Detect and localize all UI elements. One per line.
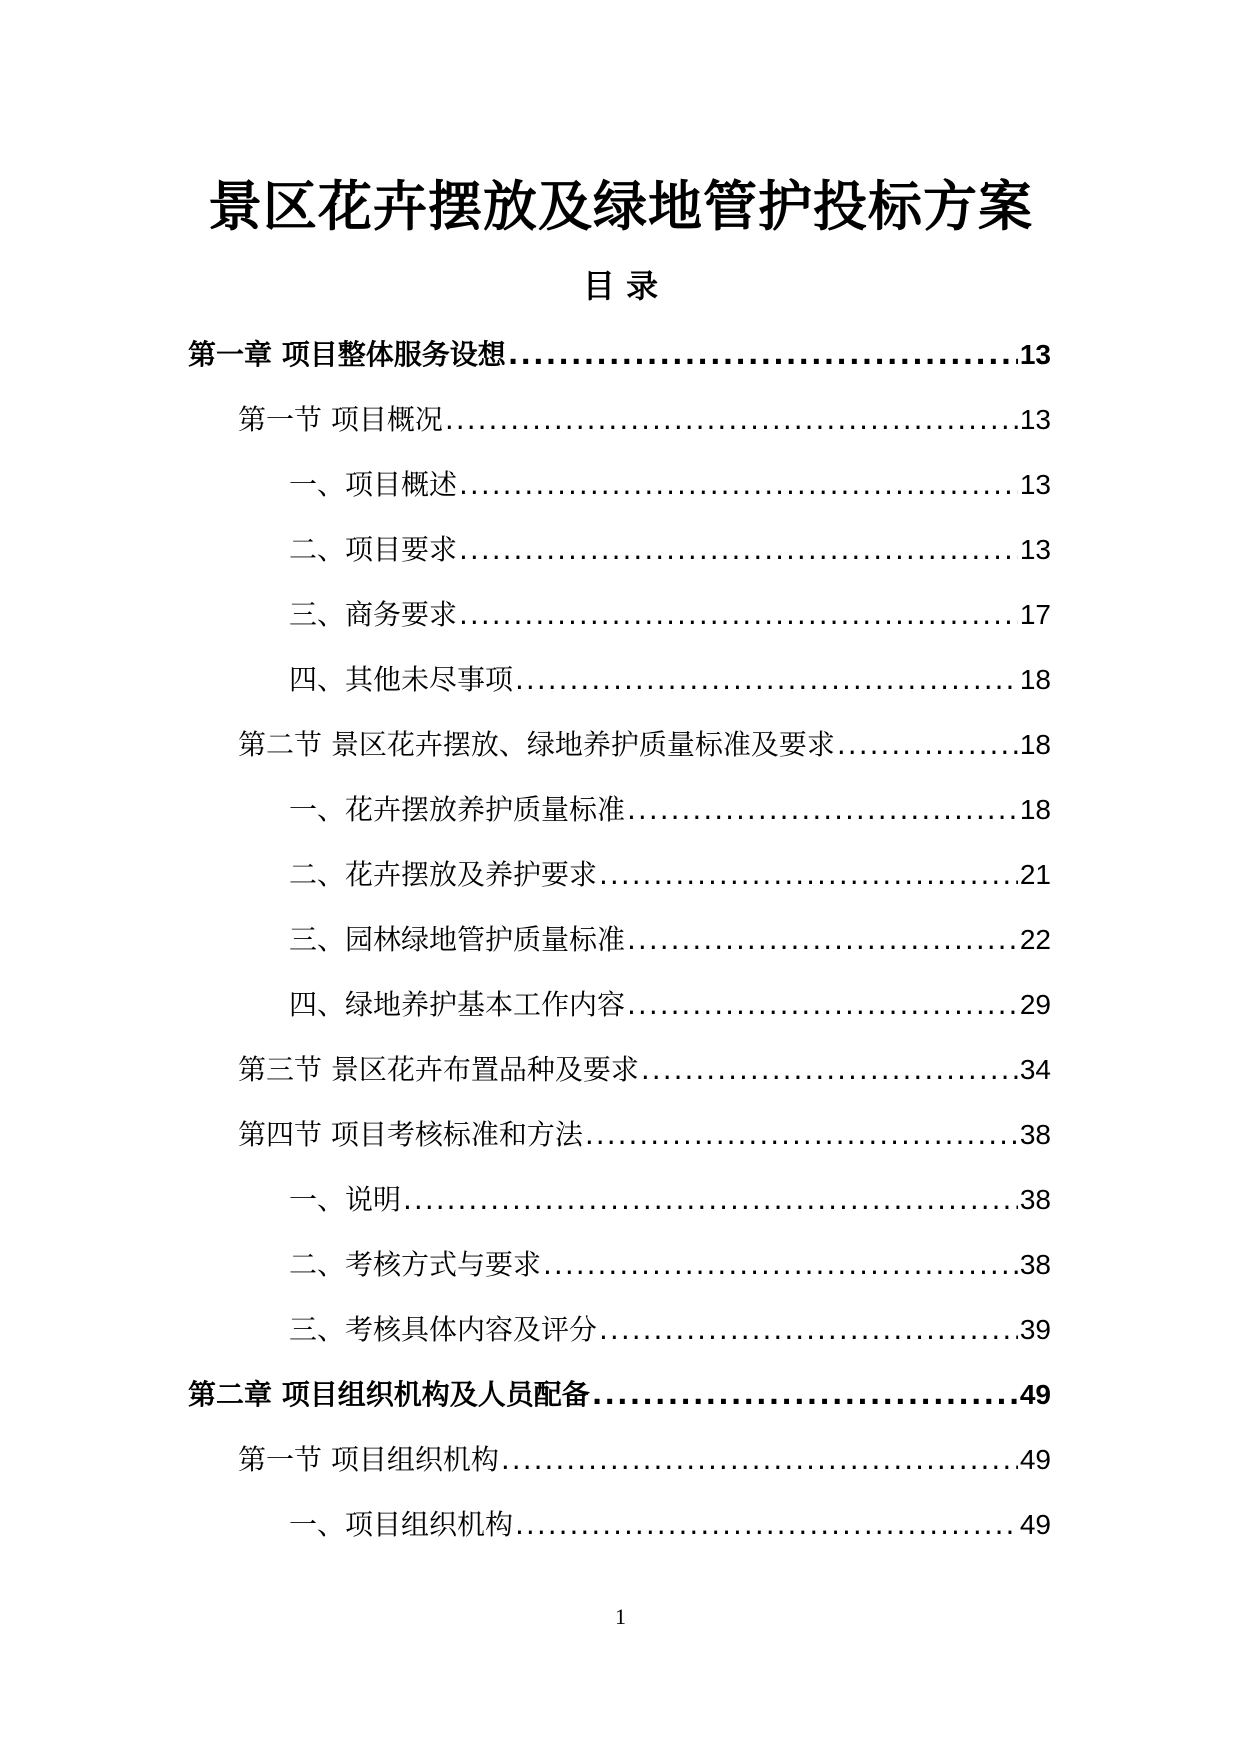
toc-entry-page: 21 [1019, 858, 1051, 890]
toc-entry-page: 49 [1019, 1378, 1051, 1410]
toc-dot-leader [599, 1310, 1018, 1350]
toc-dot-leader [543, 1245, 1018, 1285]
toc-entry-label: 一、花卉摆放养护质量标准 [289, 792, 626, 826]
toc-entry-label: 第二章 项目组织机构及人员配备 [188, 1377, 590, 1411]
toc-entry-item[interactable] [289, 1167, 1051, 1232]
toc-dot-leader [459, 595, 1018, 635]
toc-entry-chapter-2[interactable] [188, 1362, 1051, 1427]
toc-entry-item[interactable] [289, 582, 1051, 647]
toc-entry-label: 四、其他未尽事项 [289, 662, 514, 696]
table-of-contents [0, 322, 1241, 1557]
toc-entry-page: 13 [1019, 533, 1051, 565]
toc-entry-page: 38 [1019, 1248, 1051, 1280]
toc-entry-label: 三、考核具体内容及评分 [289, 1312, 598, 1346]
toc-entry-page: 38 [1019, 1118, 1051, 1150]
toc-entry-page: 29 [1019, 988, 1051, 1020]
toc-entry-item[interactable] [289, 452, 1051, 517]
toc-entry-label: 三、园林绿地管护质量标准 [289, 922, 626, 956]
page-number: 1 [615, 1604, 626, 1629]
toc-dot-leader [585, 1115, 1018, 1155]
toc-entry-section[interactable] [238, 1037, 1051, 1102]
toc-dot-leader [837, 725, 1018, 765]
toc-entry-label: 第三节 景区花卉布置品种及要求 [238, 1052, 639, 1086]
document-title: 景区花卉摆放及绿地管护投标方案 [208, 175, 1033, 238]
toc-entry-page: 13 [1019, 403, 1051, 435]
toc-entry-label: 一、说明 [289, 1182, 402, 1216]
toc-entry-label: 二、项目要求 [289, 532, 458, 566]
toc-entry-page: 38 [1019, 1183, 1051, 1215]
toc-entry-page: 22 [1019, 923, 1051, 955]
toc-entry-item[interactable] [289, 777, 1051, 842]
toc-entry-item[interactable] [289, 842, 1051, 907]
toc-entry-label: 第四节 项目考核标准和方法 [238, 1117, 583, 1151]
toc-entry-item[interactable] [289, 1492, 1051, 1557]
toc-entry-chapter-1[interactable] [188, 322, 1051, 387]
toc-heading: 目 录 [582, 267, 659, 305]
toc-dot-leader [515, 660, 1018, 700]
toc-dot-leader [627, 920, 1018, 960]
toc-dot-leader [501, 1440, 1018, 1480]
toc-entry-page: 17 [1019, 598, 1051, 630]
toc-dot-leader [508, 335, 1018, 375]
toc-dot-leader [641, 1050, 1018, 1090]
toc-entry-label: 三、商务要求 [289, 597, 458, 631]
toc-entry-item[interactable] [289, 517, 1051, 582]
toc-entry-item[interactable] [289, 647, 1051, 712]
toc-entry-page: 18 [1019, 728, 1051, 760]
toc-entry-label: 一、项目概述 [289, 467, 458, 501]
toc-entry-section[interactable] [238, 1102, 1051, 1167]
toc-dot-leader [627, 790, 1018, 830]
toc-entry-label: 第一章 项目整体服务设想 [188, 337, 506, 371]
toc-dot-leader [599, 855, 1018, 895]
toc-entry-page: 34 [1019, 1053, 1051, 1085]
toc-entry-section[interactable] [238, 387, 1051, 452]
toc-entry-item[interactable] [289, 1297, 1051, 1362]
toc-entry-section[interactable] [238, 1427, 1051, 1492]
toc-entry-label: 第二节 景区花卉摆放、绿地养护质量标准及要求 [238, 727, 835, 761]
toc-entry-page: 18 [1019, 793, 1051, 825]
toc-entry-label: 第一节 项目组织机构 [238, 1442, 499, 1476]
toc-dot-leader [403, 1180, 1018, 1220]
toc-dot-leader [592, 1375, 1018, 1415]
toc-dot-leader [515, 1505, 1018, 1545]
toc-entry-page: 13 [1019, 338, 1051, 370]
toc-dot-leader [459, 465, 1018, 505]
toc-entry-section[interactable] [238, 712, 1051, 777]
toc-entry-page: 18 [1019, 663, 1051, 695]
toc-entry-label: 第一节 项目概况 [238, 402, 443, 436]
toc-entry-item[interactable] [289, 907, 1051, 972]
toc-entry-page: 49 [1019, 1508, 1051, 1540]
toc-dot-leader [459, 530, 1018, 570]
toc-entry-page: 13 [1019, 468, 1051, 500]
toc-dot-leader [627, 985, 1018, 1025]
toc-dot-leader [445, 400, 1018, 440]
toc-entry-item[interactable] [289, 972, 1051, 1037]
toc-entry-label: 二、考核方式与要求 [289, 1247, 542, 1281]
toc-entry-label: 二、花卉摆放及养护要求 [289, 857, 598, 891]
toc-entry-page: 49 [1019, 1443, 1051, 1475]
toc-entry-page: 39 [1019, 1313, 1051, 1345]
toc-entry-label: 一、项目组织机构 [289, 1507, 514, 1541]
toc-entry-item[interactable] [289, 1232, 1051, 1297]
toc-entry-label: 四、绿地养护基本工作内容 [289, 987, 626, 1021]
